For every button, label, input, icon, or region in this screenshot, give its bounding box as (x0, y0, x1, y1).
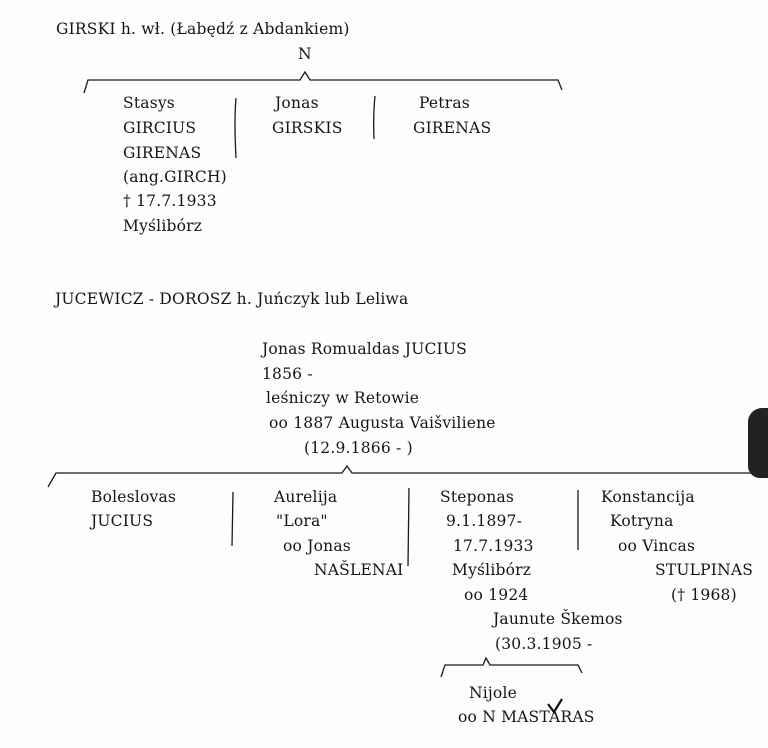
child-death: († 1968) (671, 586, 737, 604)
grandchild-name: Nijole (469, 684, 517, 702)
parent-line: (12.9.1866 - ) (304, 439, 413, 457)
child-name: JUCIUS (91, 512, 154, 530)
child-name: Jonas (275, 94, 319, 112)
child-place: Myślibórz (452, 561, 532, 579)
child-marriage: oo 1924 (464, 586, 529, 604)
child-name: Kotryna (610, 512, 674, 530)
child-name: Petras (419, 94, 470, 112)
divider-1 (235, 98, 236, 158)
child-date: 9.1.1897- (446, 512, 523, 530)
child-name: Stasys (123, 94, 175, 112)
child-name: GIRENAS (123, 144, 202, 162)
child-place: Myślibórz (123, 217, 203, 235)
scan-artifact (748, 408, 768, 478)
parent-line: oo 1887 Augusta Vaišviliene (269, 414, 496, 432)
divider-2 (374, 96, 375, 139)
child-name: Aurelija (274, 488, 338, 506)
child-spouse: Jaunute Škemos (493, 610, 623, 628)
child-name: GIRENAS (413, 119, 492, 137)
bracket-steponas (441, 658, 582, 677)
grandchild-spouse: oo N MASTARAS (458, 708, 595, 726)
header-girski: GIRSKI h. wł. (Łabędź z Abdankiem) (56, 20, 350, 38)
child-spouse: STULPINAS (655, 561, 754, 579)
child-nickname: "Lora" (276, 512, 328, 530)
child-spouse: NAŠLENAI (314, 561, 404, 579)
child-name: Steponas (440, 488, 515, 506)
divider-3 (232, 492, 233, 546)
child-name: Konstancija (601, 488, 695, 506)
bracket-jucewicz (48, 466, 768, 487)
child-spouse: oo Vincas (618, 537, 696, 555)
child-note: (ang.GIRCH) (123, 168, 227, 186)
child-spouse: (30.3.1905 - (495, 635, 593, 653)
child-name: GIRSKIS (272, 119, 343, 137)
child-spouse: oo Jonas (283, 537, 351, 555)
parent-line: 1856 - (262, 365, 313, 383)
bracket-girski (84, 72, 562, 93)
parent-line: leśniczy w Retowie (266, 389, 420, 407)
parent-n: N (298, 45, 312, 63)
parent-line: Jonas Romualdas JUCIUS (262, 340, 467, 358)
header-jucewicz: JUCEWICZ - DOROSZ h. Juńczyk lub Leliwa (55, 290, 409, 308)
child-death: † 17.7.1933 (123, 192, 217, 210)
child-name: Boleslovas (91, 488, 177, 506)
divider-4 (408, 488, 409, 566)
child-date: 17.7.1933 (453, 537, 534, 555)
child-name: GIRCIUS (123, 119, 197, 137)
